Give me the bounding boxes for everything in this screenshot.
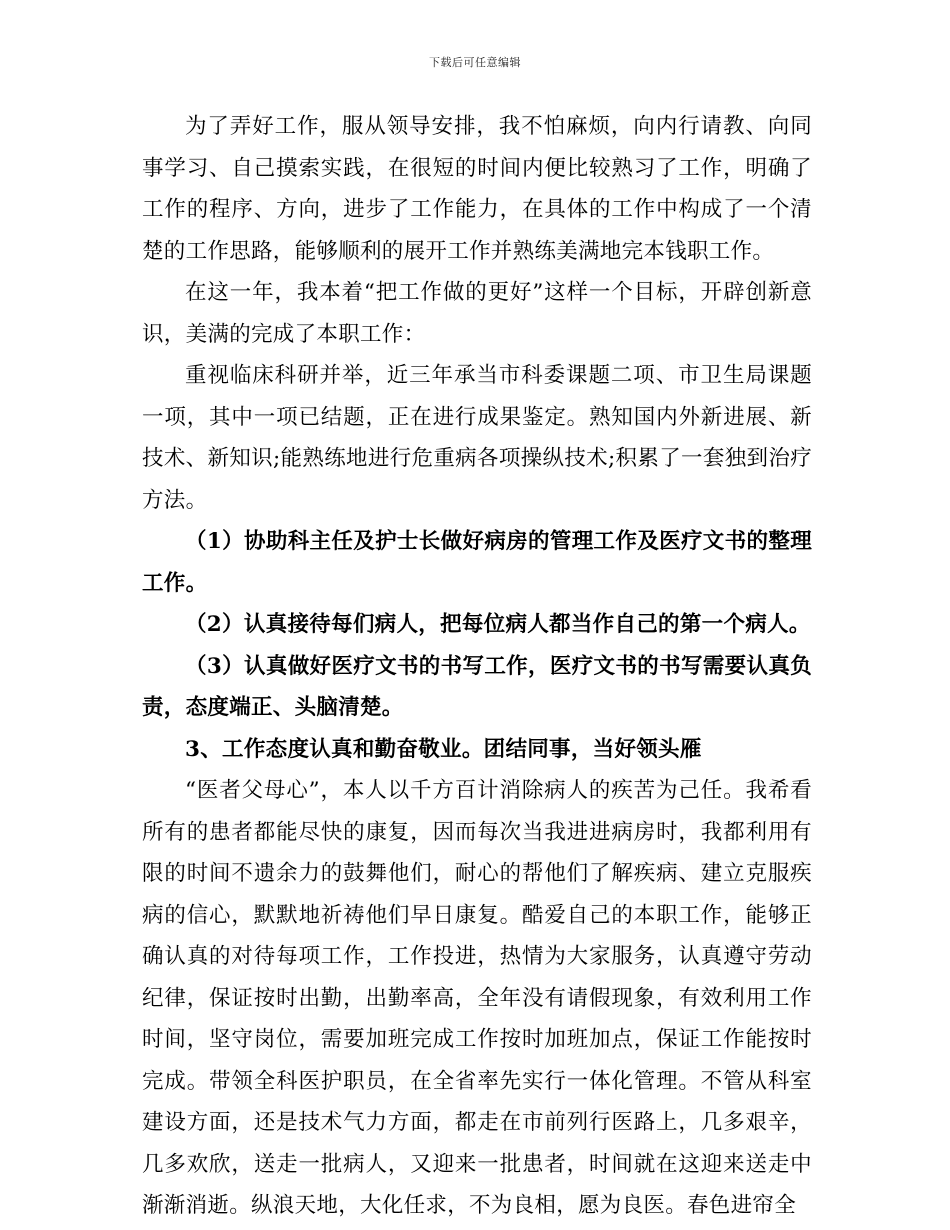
- paragraph-item-2: （2）认真接待每们病人，把每位病人都当作自己的第一个病人。: [185, 612, 811, 637]
- paragraph-year-goal: 在这一年，我本着“把工作做的更好”这样一个目标，开辟创新意识，美满的完成了本职工作：: [142, 280, 812, 347]
- paragraph-research: 重视临床科研并举，近三年承当市科委课题二项、市卫生局课题一项，其中一项已结题，正在进行成果鉴定。熟知国内外新进展、新技术、新知识;能熟练地进行危重病各项操纵技术;积累了一套独到治疗方法。: [142, 363, 812, 513]
- document-body: [142, 106, 812, 1227]
- page-header: 下载后可任意编辑: [429, 56, 521, 69]
- section-heading-3: 3、工作态度认真和勤奋敬业。团结同事，当好领头雁: [185, 736, 702, 762]
- paragraph-item-3: （3）认真做好医疗文书的书写工作，医疗文书的书写需要认真负责，态度端正、头脑清楚。: [142, 653, 812, 720]
- paragraph-item-1: （1）协助科主任及护士长做好病房的管理工作及医疗文书的整理工作。: [142, 529, 812, 596]
- paragraph-attitude: “医者父母心”，本人以千方百计消除病人的疾苦为己任。我希看所有的患者都能尽快的康复，因而每次当我进进病房时，我都利用有限的时间不遗余力的鼓舞他们，耐心的帮他们了解疾病、建立克服疾病的信心，默默地祈祷他们早日康复。酷爱自己的本职工作，能够正确认真的对待每项工作，工作投进，热情为大家服务，认真遵守劳动纪律，保证按时出勤，出勤率高，全年没有请假现象，有效利用工作时间，坚守岗位，需要加班完成工作按时加班加点，保证工作能按时完成。带领全科医护职员，在全省率先实行一体化管理。不管从科室建设方面，还是技术气力方面，都走在市前列行医路上，几多艰辛，几多欢欣，送走一批病人，又迎来一批患者，时间就在这迎来送走中渐渐消逝。纵浪天地，大化任求，不为良相，愿为良医。春色进帘全: [142, 778, 812, 1218]
- paragraph-work-learning: 为了弄好工作，服从领导安排，我不怕麻烦，向内行请教、向同事学习、自己摸索实践，在很短的时间内便比较熟习了工作，明确了工作的程序、方向，进步了工作能力，在具体的工作中构成了一个清楚的工作思路，能够顺利的展开工作并熟练美满地完本钱职工作。: [142, 114, 812, 264]
